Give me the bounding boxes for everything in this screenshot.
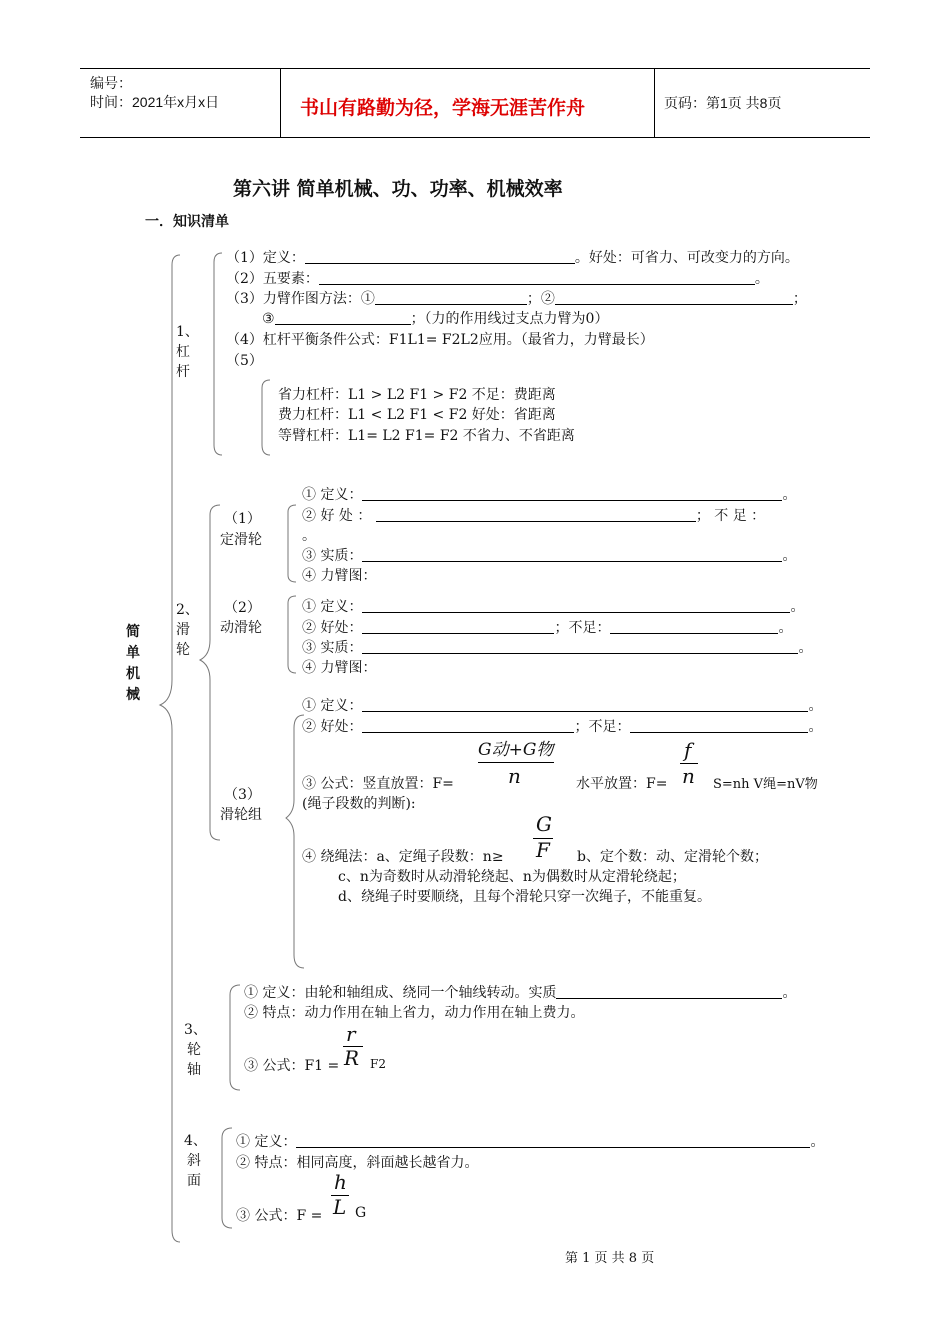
fixed-drawback-label: ； 不 足 ：: [695, 508, 766, 524]
block-drawback-blank[interactable]: [630, 718, 808, 733]
movable-pulley-num: （2）: [224, 600, 261, 616]
lever-arm-sep: ；②: [526, 291, 555, 307]
block-winding: ④ 绕绳法：a、定绳子段数：n≥: [302, 849, 504, 865]
axle-def-end: 。: [782, 985, 797, 1001]
axle-label-text: 3、轮轴: [184, 1022, 207, 1078]
root-label-text: 简单机械: [126, 624, 140, 703]
lever-type-1: 省力杠杆：L1 > L2 F1 > F2 不足：费距离: [278, 387, 556, 403]
movable-essence-end: 。: [798, 640, 813, 656]
block-def-end: 。: [808, 698, 823, 714]
frac3-numerator: G: [536, 812, 552, 836]
lever-arm-label: （3）力臂作图方法：①: [226, 291, 375, 307]
fixed-def-blank[interactable]: [362, 486, 782, 501]
block-winding-d: d、绕绳子时要顺绕，且每个滑轮只穿一次绳子，不能重复。: [338, 889, 711, 905]
block-formula: ③ 公式：竖直放置：F=: [302, 776, 454, 792]
movable-benefit-blank[interactable]: [362, 619, 554, 634]
block-pulley-num: （3）: [224, 787, 261, 803]
lever-elements-label: （2）五要素：: [226, 271, 319, 287]
movable-def-label: ① 定义：: [302, 599, 363, 615]
lever-elements-blank[interactable]: [319, 270, 755, 285]
lever-balance: （4）杠杆平衡条件公式：F1L1= F2L2应用。（最省力，力臂最长）: [226, 332, 654, 348]
lever-arm-blank-2[interactable]: [555, 290, 793, 305]
pulley-label-text: 2、滑轮: [176, 602, 199, 658]
incline-frac-denominator: L: [333, 1195, 347, 1219]
block-benefit: [302, 716, 822, 736]
incline-def-end: 。: [810, 1134, 825, 1150]
lever-type-2: 费力杠杆：L1 < L2 F1 < F2 好处：省距离: [278, 407, 556, 423]
block-formula-sv: S=nh V绳=nV物: [713, 777, 818, 792]
lever-arm-blank-1[interactable]: [375, 290, 527, 305]
movable-drawback-blank[interactable]: [610, 619, 778, 634]
fixed-benefit: [302, 505, 765, 525]
movable-essence-blank[interactable]: [362, 639, 798, 654]
lever-item-5: （5）: [226, 353, 263, 369]
pulley-label: [176, 600, 199, 660]
lever-line-1: [226, 247, 799, 267]
frac2-denominator: n: [682, 764, 695, 788]
lever-elements-end: 。: [754, 271, 769, 287]
incline-def-blank[interactable]: [296, 1133, 810, 1148]
fixed-essence-label: ③ 实质：: [302, 548, 363, 564]
fixed-arm: ④ 力臂图：: [302, 568, 377, 584]
date-label: 时间：2021年x月x日: [90, 94, 220, 110]
lever-def-blank[interactable]: [305, 249, 575, 264]
movable-essence: [302, 637, 812, 657]
section-heading: 一．知识清单: [145, 214, 229, 230]
fixed-benefit-blank[interactable]: [376, 507, 696, 522]
lever-line-2: [226, 268, 769, 288]
movable-def-end: 。: [790, 599, 805, 615]
incline-feature: ② 特点：相同高度，斜面越长越省力。: [236, 1155, 479, 1171]
incline-def: [236, 1131, 824, 1151]
fixed-pulley-num: （1）: [224, 511, 261, 527]
block-benefit-blank[interactable]: [362, 718, 574, 733]
frac1-line: [478, 762, 554, 763]
fixed-end-mark: 。: [302, 528, 316, 544]
axle-def: [244, 982, 796, 1002]
incline-formula: ③ 公式：F =: [236, 1208, 323, 1224]
fixed-benefit-label: ② 好 处 ：: [302, 508, 372, 524]
axle-feature: ② 特点：动力作用在轴上省力，动力作用在轴上费力。: [244, 1005, 585, 1021]
block-def: [302, 695, 822, 715]
fixed-essence: [302, 545, 796, 565]
fixed-pulley-label: 定滑轮: [220, 532, 262, 548]
movable-drawback-label: ；不足：: [554, 620, 611, 636]
fixed-essence-blank[interactable]: [362, 547, 782, 562]
movable-pulley-label: 动滑轮: [220, 620, 262, 636]
frac2-numerator: f: [684, 738, 692, 762]
axle-def-blank[interactable]: [556, 984, 782, 999]
fixed-def-label: ① 定义：: [302, 487, 363, 503]
axle-def-label: ① 定义：由轮和轴组成、绕同一个轴线转动。实质: [244, 985, 557, 1001]
incline-label: [184, 1131, 207, 1191]
axle-frac-numerator: r: [346, 1022, 356, 1046]
block-benefit-end: 。: [808, 719, 823, 735]
block-winding-c: c、n为奇数时从动滑轮绕起、n为偶数时从定滑轮绕起；: [338, 869, 686, 885]
root-label: [125, 622, 143, 706]
block-pulley-label: 滑轮组: [220, 807, 262, 823]
lever-line-3: [226, 288, 807, 308]
lever-def-label: （1）定义：: [226, 250, 305, 266]
lever-arm-note: ；（力的作用线过支点力臂为0）: [410, 311, 609, 327]
block-rope-count: (绳子段数的判断):: [302, 796, 416, 812]
fixed-essence-end: 。: [782, 548, 797, 564]
block-benefit-label: ② 好处：: [302, 719, 363, 735]
frac1-numerator: G动+G物: [478, 740, 554, 760]
lever-label: [176, 322, 199, 382]
movable-benefit-label: ② 好处：: [302, 620, 363, 636]
incline-frac-numerator: h: [334, 1170, 347, 1194]
fixed-def-end: 。: [782, 487, 797, 503]
block-def-blank[interactable]: [362, 697, 808, 712]
block-formula-horizontal: 水平放置：F=: [576, 776, 668, 792]
incline-label-text: 4、斜面: [184, 1133, 207, 1189]
movable-def-blank[interactable]: [362, 598, 790, 613]
lever-arm-end: ；: [792, 291, 807, 307]
number-label: 编号：: [90, 75, 132, 91]
lever-type-3: 等臂杠杆：L1= L2 F1= F2 不省力、不省距离: [278, 428, 575, 444]
movable-def: [302, 596, 804, 616]
movable-benefit-end: 。: [778, 620, 793, 636]
lever-line-3b: [262, 308, 608, 328]
axle-formula-f2: F2: [370, 1057, 386, 1071]
movable-essence-label: ③ 实质：: [302, 640, 363, 656]
block-drawback-label: ；不足：: [574, 719, 631, 735]
frac3-denominator: F: [536, 838, 550, 862]
lever-label-text: 1、杠杆: [176, 324, 199, 380]
axle-label: [184, 1020, 207, 1080]
incline-def-label: ① 定义：: [236, 1134, 297, 1150]
lever-arm-num3: ③: [262, 311, 275, 327]
lever-def-note: 。好处：可省力、可改变力的方向。: [574, 250, 799, 266]
block-winding-b: b、定个数：动、定滑轮个数；: [577, 849, 768, 865]
movable-arm: ④ 力臂图：: [302, 660, 377, 676]
movable-benefit: [302, 617, 792, 637]
motto: 书山有路勤为径，学海无涯苦作舟: [300, 97, 586, 119]
fixed-def: [302, 484, 796, 504]
frac1-denominator: n: [508, 764, 521, 788]
block-def-label: ① 定义：: [302, 698, 363, 714]
page-title: 第六讲 简单机械、功、功率、机械效率: [233, 178, 563, 200]
page-footer: 第 1 页 共 8 页: [565, 1251, 655, 1266]
lever-arm-blank-3[interactable]: [275, 310, 411, 325]
axle-frac-denominator: R: [344, 1046, 360, 1070]
incline-formula-g: G: [355, 1205, 367, 1221]
page-label: 页码：第1页 共8页: [664, 95, 782, 111]
axle-formula: ③ 公式：F1 =: [244, 1058, 340, 1074]
